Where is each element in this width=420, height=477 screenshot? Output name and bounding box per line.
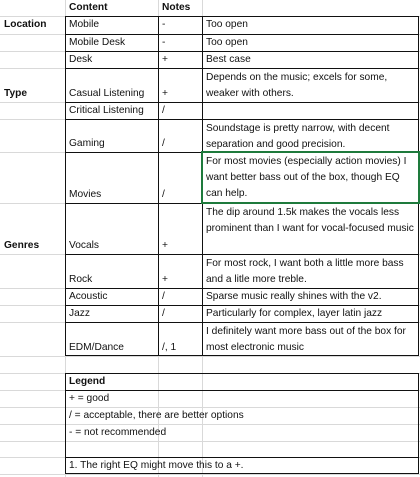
content-cell[interactable]: Vocals: [69, 240, 100, 251]
legend-item-good[interactable]: + = good: [69, 393, 110, 404]
notes-cell[interactable]: -: [162, 37, 166, 48]
content-cell[interactable]: Casual Listening: [69, 88, 145, 99]
section-label-genres[interactable]: Genres: [4, 240, 40, 251]
section-label-type[interactable]: Type: [4, 88, 28, 99]
notes-cell[interactable]: /: [162, 291, 165, 302]
comment-cell[interactable]: Depends on the music; excels for some, weaker with others.: [206, 72, 388, 99]
content-cell[interactable]: Mobile Desk: [69, 37, 126, 48]
content-cell[interactable]: EDM/Dance: [69, 342, 124, 353]
notes-cell[interactable]: +: [162, 54, 168, 65]
notes-cell[interactable]: +: [162, 240, 168, 251]
notes-cell[interactable]: +: [162, 88, 168, 99]
notes-cell[interactable]: /: [162, 138, 165, 149]
content-cell[interactable]: Gaming: [69, 138, 105, 149]
legend-item-acceptable[interactable]: / = acceptable, there are better options: [69, 410, 244, 421]
notes-cell[interactable]: +: [162, 274, 168, 285]
content-cell[interactable]: Desk: [69, 54, 93, 65]
comment-cell[interactable]: Too open: [206, 37, 248, 48]
notes-cell[interactable]: /: [162, 105, 165, 116]
content-cell[interactable]: Jazz: [69, 308, 90, 319]
notes-cell[interactable]: /: [162, 308, 165, 319]
content-cell[interactable]: Movies: [69, 189, 102, 200]
notes-cell[interactable]: /, 1: [162, 342, 177, 353]
comment-cell[interactable]: Best case: [206, 54, 251, 65]
comment-cell[interactable]: Soundstage is pretty narrow, with decent separation and good precision.: [206, 123, 390, 150]
notes-cell[interactable]: /: [162, 189, 165, 200]
legend-item-not-recommended[interactable]: - = not recommended: [69, 427, 167, 438]
content-cell[interactable]: Critical Listening: [69, 105, 144, 116]
content-column-header[interactable]: Content: [69, 2, 108, 13]
legend-title[interactable]: Legend: [69, 376, 106, 387]
comment-cell[interactable]: The dip around 1.5k makes the vocals less prominent than I want for vocal-focused music: [206, 207, 414, 234]
legend-footnote[interactable]: 1. The right EQ might move this to a +.: [69, 460, 244, 471]
gridline: [0, 441, 420, 442]
gridline: [0, 356, 420, 357]
notes-column-header[interactable]: Notes: [162, 2, 191, 13]
comment-cell[interactable]: For most movies (especially action movies) I want better bass out of the box, though EQ can help.: [206, 156, 407, 199]
content-cell[interactable]: Mobile: [69, 19, 100, 30]
section-label-location[interactable]: Location: [4, 19, 47, 30]
notes-cell[interactable]: -: [162, 19, 166, 30]
comment-cell[interactable]: I definitely want more bass out of the box for most electronic music: [206, 326, 406, 353]
comment-cell[interactable]: Too open: [206, 19, 248, 30]
gridline: [0, 474, 420, 475]
comment-cell[interactable]: For most rock, I want both a little more bass and a litle more treble.: [206, 258, 404, 285]
comment-cell[interactable]: Sparse music really shines with the v2.: [206, 291, 382, 302]
content-cell[interactable]: Rock: [69, 274, 93, 285]
content-cell[interactable]: Acoustic: [69, 291, 108, 302]
comment-cell[interactable]: Particularly for complex, layer latin jazz: [206, 308, 383, 319]
comment-cell[interactable]: [202, 102, 419, 119]
